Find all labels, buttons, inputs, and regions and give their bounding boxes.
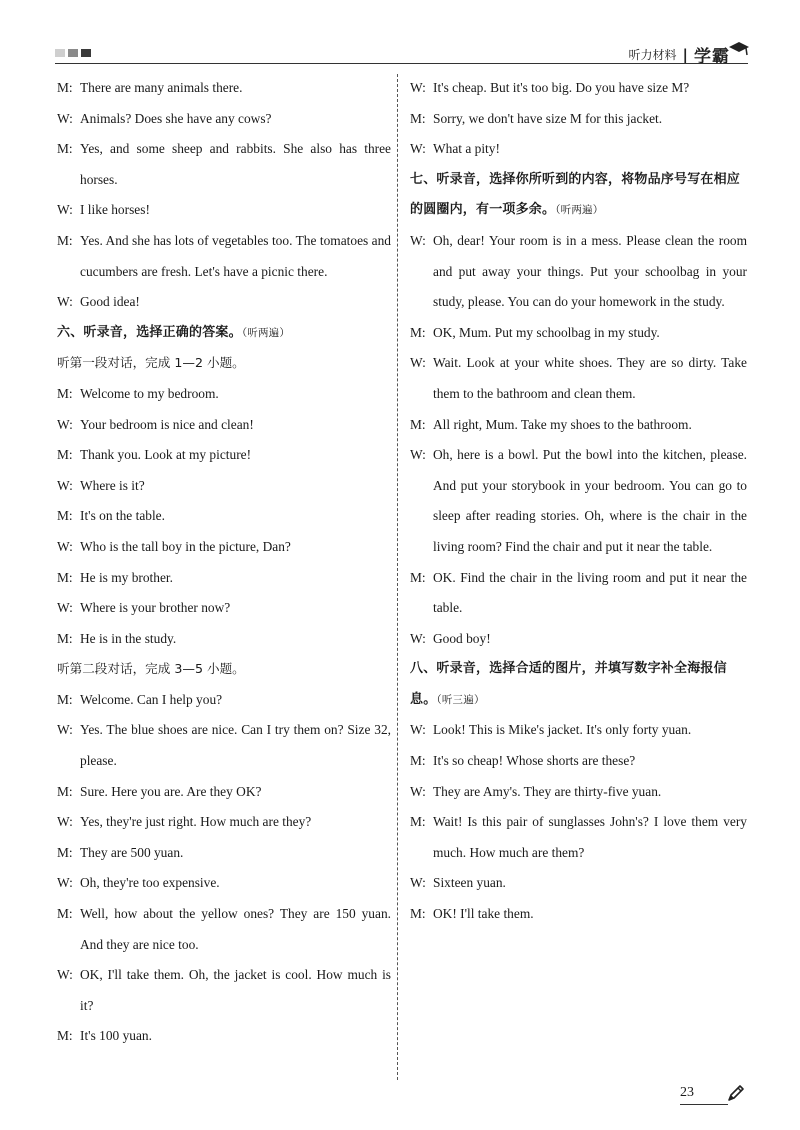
- speaker-label: M:: [410, 569, 426, 585]
- header-rule: [55, 63, 748, 64]
- square-mid: [68, 49, 78, 57]
- speaker-label: W:: [410, 630, 426, 646]
- dialogue-line: [57, 960, 391, 1021]
- dialogue-line: [410, 226, 747, 318]
- dialogue-text: Animals? Does she have any cows?: [80, 110, 272, 126]
- dialogue-text: They are Amy's. They are thirty-five yuan.: [433, 783, 662, 799]
- speaker-label: W:: [57, 294, 73, 310]
- dialogue-text: Well, how about the yellow ones? They are 150 yuan. And they are nice too.: [80, 906, 391, 952]
- dialogue-text: Your bedroom is nice and clean!: [80, 416, 254, 432]
- dialogue-text: Yes, they're just right. How much are they?: [80, 814, 312, 830]
- speaker-label: W:: [57, 202, 73, 218]
- column-divider: [397, 74, 398, 1080]
- speaker-label: W:: [57, 722, 73, 738]
- dialogue-text: Yes, and some sheep and rabbits. She also has three horses.: [80, 141, 391, 187]
- dialogue-line: [410, 348, 747, 409]
- dialogue-text: Oh, here is a bowl. Put the bowl into the kitchen, please. And put your storybook in your bedroom. You can go to sleep after reading stories. Oh, where is the chair in the living room? Find the chair and put it near the table.: [433, 447, 747, 554]
- footer-rule: [680, 1104, 728, 1105]
- dialogue-line: [57, 807, 391, 838]
- dialogue-line: [410, 899, 747, 930]
- speaker-label: M:: [410, 324, 426, 340]
- speaker-label: M:: [57, 844, 73, 860]
- dialogue-text: They are 500 yuan.: [80, 844, 184, 860]
- dialogue-text: There are many animals there.: [80, 80, 243, 95]
- dialogue-text: OK. Find the chair in the living room and put it near the table.: [433, 569, 747, 616]
- speaker-label: W:: [57, 416, 73, 432]
- dialogue-text: Yes. And she has lots of vegetables too. The tomatoes and cucumbers are fresh. Let's have a picnic there.: [80, 232, 391, 279]
- speaker-label: M:: [410, 814, 426, 830]
- dialogue-text: OK, Mum. Put my schoolbag in my study.: [433, 324, 660, 340]
- speaker-label: W:: [57, 967, 73, 983]
- dialogue-line: [57, 195, 391, 226]
- dialogue-text: I like horses!: [80, 202, 150, 218]
- dialogue-line: [57, 379, 391, 410]
- section-heading-note: （听两遍）: [241, 326, 291, 339]
- speaker-label: W:: [410, 355, 426, 371]
- speaker-label: W:: [410, 875, 426, 891]
- dialogue-line: [410, 73, 747, 104]
- speaker-label: M:: [57, 1028, 73, 1044]
- dialogue-line: [57, 501, 391, 532]
- pen-icon: [726, 1083, 746, 1103]
- dialogue-text: It's on the table.: [80, 508, 165, 524]
- speaker-label: W:: [410, 722, 426, 738]
- left-column: [57, 73, 391, 1052]
- dialogue-line: [57, 868, 391, 899]
- speaker-label: M:: [57, 630, 73, 646]
- dialogue-line: [410, 440, 747, 562]
- dialogue-text: Yes. The blue shoes are nice. Can I try them on? Size 32, please.: [80, 722, 391, 769]
- dialogue-text: Thank you. Look at my picture!: [80, 447, 252, 463]
- dialogue-text: Look! This is Mike's jacket. It's only forty yuan.: [433, 722, 692, 738]
- dialogue-line: [57, 410, 391, 441]
- dialogue-line: [410, 715, 747, 746]
- dialogue-line: [57, 777, 391, 808]
- dialogue-line: [57, 563, 391, 594]
- dialogue-line: [57, 685, 391, 716]
- dialogue-line: [57, 440, 391, 471]
- dialogue-text: OK! I'll take them.: [433, 906, 534, 922]
- speaker-label: M:: [57, 569, 73, 585]
- dialogue-line: [57, 624, 391, 655]
- header-squares: [55, 49, 91, 57]
- dialogue-line: [410, 563, 747, 624]
- speaker-label: M:: [57, 80, 73, 95]
- dialogue-text: It's 100 yuan.: [80, 1028, 152, 1044]
- speaker-label: W:: [57, 600, 73, 616]
- dialogue-text: Oh, they're too expensive.: [80, 875, 220, 891]
- page-number: 23: [680, 1085, 694, 1100]
- instruction-line: 听第二段对话，完成 3—5 小题。: [57, 661, 245, 677]
- square-dark: [81, 49, 91, 57]
- dialogue-line: [57, 593, 391, 624]
- dialogue-line: [410, 868, 747, 899]
- instruction-line: 听第一段对话，完成 1—2 小题。: [57, 355, 245, 371]
- speaker-label: M:: [57, 906, 73, 922]
- dialogue-text: Good boy!: [433, 630, 491, 646]
- dialogue-text: Sixteen yuan.: [433, 875, 506, 891]
- dialogue-text: Welcome. Can I help you?: [80, 691, 223, 707]
- dialogue-text: Welcome to my bedroom.: [80, 385, 219, 401]
- dialogue-text: He is my brother.: [80, 569, 173, 585]
- dialogue-line: [410, 134, 747, 165]
- section-heading-text: 七、听录音，选择你所听到的内容，将物品序号写在相应的圆圈内，有一项多余。: [410, 171, 741, 218]
- speaker-label: M:: [57, 141, 73, 157]
- section-heading-text: 六、听录音，选择正确的答案。: [57, 324, 242, 340]
- dialogue-text: OK, I'll take them. Oh, the jacket is cool. How much is it?: [80, 967, 391, 1013]
- dialogue-text: Sure. Here you are. Are they OK?: [80, 783, 262, 799]
- speaker-label: M:: [410, 416, 426, 432]
- dialogue-text: He is in the study.: [80, 630, 177, 646]
- dialogue-line: [57, 134, 391, 195]
- dialogue-text: Wait. Look at your white shoes. They are so dirty. Take them to the bathroom and clean them.: [433, 355, 747, 401]
- right-column: [410, 73, 747, 930]
- dialogue-line: [410, 746, 747, 777]
- dialogue-text: Wait! Is this pair of sunglasses John's? I love them very much. How much are them?: [433, 814, 747, 860]
- speaker-label: M:: [57, 691, 73, 707]
- speaker-label: M:: [410, 906, 426, 922]
- dialogue-line: [57, 104, 391, 135]
- dialogue-text: Good idea!: [80, 294, 140, 310]
- dialogue-text: What a pity!: [433, 141, 500, 157]
- dialogue-line: [57, 471, 391, 502]
- dialogue-line: [410, 777, 747, 808]
- page-header: [55, 40, 748, 67]
- dialogue-line: [410, 318, 747, 349]
- section-heading-text: 八、听录音，选择合适的图片，并填写数字补全海报信息。: [410, 661, 727, 707]
- dialogue-text: It's cheap. But it's too big. Do you have size M?: [433, 80, 690, 95]
- section-heading-note: （听三遍）: [436, 693, 485, 706]
- dialogue-line: [410, 807, 747, 868]
- dialogue-line: [410, 104, 747, 135]
- dialogue-text: Where is it?: [80, 477, 145, 493]
- speaker-label: W:: [410, 80, 426, 95]
- section-title: 听力材料: [628, 48, 677, 62]
- dialogue-line: [57, 1021, 391, 1052]
- speaker-label: W:: [57, 110, 73, 126]
- speaker-label: M:: [410, 110, 426, 126]
- speaker-label: W:: [410, 232, 426, 248]
- speaker-label: W:: [57, 477, 73, 493]
- section-heading: [410, 165, 747, 226]
- speaker-label: W:: [410, 141, 426, 157]
- dialogue-text: It's so cheap! Whose shorts are these?: [433, 753, 636, 769]
- section-heading: [410, 654, 747, 715]
- speaker-label: W:: [57, 875, 73, 891]
- dialogue-text: Sorry, we don't have size M for this jacket.: [433, 110, 663, 126]
- section-heading-note: （听两遍）: [555, 204, 604, 217]
- dialogue-text: All right, Mum. Take my shoes to the bathroom.: [433, 416, 692, 432]
- dialogue-line: [57, 287, 391, 318]
- dialogue-line: [410, 410, 747, 441]
- speaker-label: M:: [57, 783, 73, 799]
- dialogue-text: Oh, dear! Your room is in a mess. Please clean the room and put away your things. Put your schoolbag in your study, please. You can do your homework in the study.: [433, 232, 747, 310]
- speaker-label: W:: [57, 538, 73, 554]
- speaker-label: W:: [410, 783, 426, 799]
- dialogue-text: Where is your brother now?: [80, 600, 231, 616]
- dialogue-text: Who is the tall boy in the picture, Dan?: [80, 538, 291, 554]
- header-separator: |: [682, 45, 688, 64]
- dialogue-line: [57, 838, 391, 869]
- brand-logo: 学霸: [694, 47, 730, 67]
- graduation-cap-icon: [728, 38, 750, 58]
- dialogue-line: [57, 226, 391, 287]
- speaker-label: M:: [57, 385, 73, 401]
- square-light: [55, 49, 65, 57]
- dialogue-line: [57, 715, 391, 776]
- section-heading: [57, 318, 391, 349]
- dialogue-line: [57, 532, 391, 563]
- dialogue-line: [410, 624, 747, 655]
- speaker-label: M:: [57, 232, 73, 248]
- dialogue-line: [57, 899, 391, 960]
- speaker-label: W:: [57, 814, 73, 830]
- speaker-label: W:: [410, 447, 426, 463]
- dialogue-line: [57, 73, 391, 104]
- speaker-label: M:: [410, 753, 426, 769]
- page-footer: [680, 1083, 746, 1101]
- speaker-label: M:: [57, 508, 73, 524]
- speaker-label: M:: [57, 447, 73, 463]
